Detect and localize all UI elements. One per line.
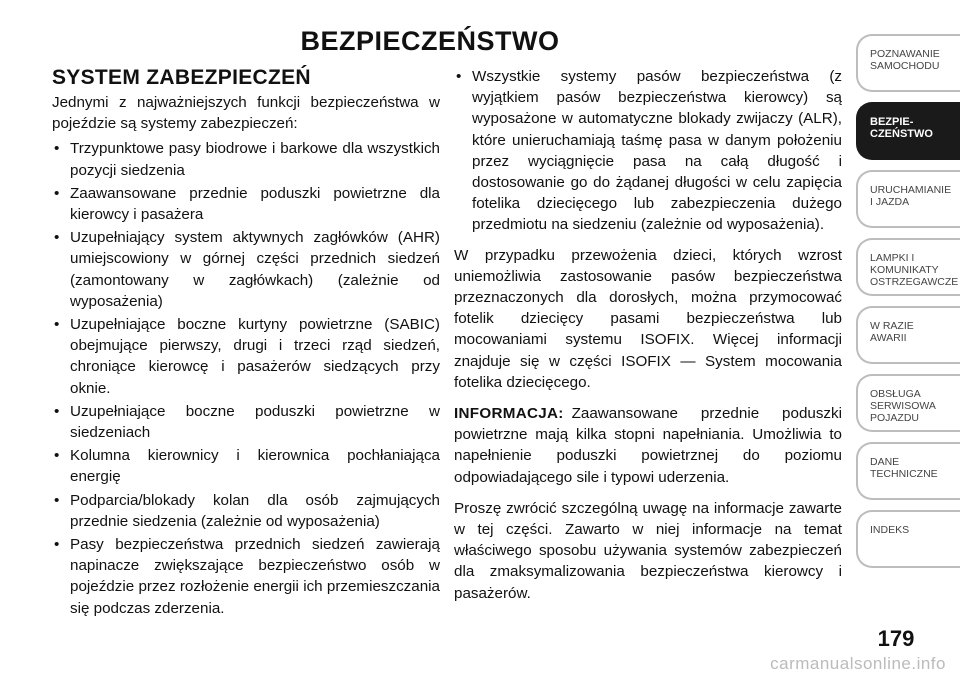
tab-uruchamianie-i-jazda[interactable]: [856, 170, 960, 228]
tab-label: LAMPKI I KOMUNIKATY OSTRZEGAWCZE: [870, 252, 959, 288]
section-title: SYSTEM ZABEZPIECZEŃ: [52, 66, 311, 89]
list-item: • Podparcia/blokady kolan dla osób zajmujących przednie siedzenia (zależnie od wyposażenia): [52, 490, 440, 532]
tab-indeks[interactable]: [856, 510, 960, 568]
note-label: INFORMACJA:: [454, 405, 564, 423]
tab-dane-techniczne[interactable]: [856, 442, 960, 500]
tab-label: INDEKS: [870, 524, 910, 536]
list-item: • Uzupełniające boczne kurtyny powietrzne (SABIC) obejmujące pierwszy, drugi i trzeci rząd siedzeń, chroniące kierowcę i pasażerów siedzących przy oknie.: [52, 314, 440, 399]
tab-label: DANE TECHNICZNE: [870, 456, 938, 480]
child-seat-paragraph: W przypadku przewożenia dzieci, których wzrost uniemożliwia zastosowanie pasów bezpieczeństwa przeznaczonych dla dorosłych, można przymocować fotelik dziecięcy pasami bezpieczeństwa lub mocowaniami systemu ISOFIX. Więcej informacji znajduje się w części ISOFIX — System mocowania fotelika dziecięcego.: [454, 246, 842, 391]
list-item: • Kolumna kierownicy i kierownica pochłaniająca energię: [52, 445, 440, 487]
tab-bezpieczenstwo[interactable]: [856, 102, 960, 160]
tab-label: BEZPIE- CZEŃSTWO: [870, 116, 933, 140]
tab-label: W RAZIE AWARII: [870, 320, 914, 344]
page-title: BEZPIECZEŃSTWO: [300, 26, 560, 56]
chapter-tabs: [856, 34, 960, 578]
seatbelt-list: [454, 66, 842, 236]
watermark: carmanualsonline.info: [770, 654, 946, 673]
list-item: • Pasy bezpieczeństwa przednich siedzeń zawierają napinacze zwiększające bezpieczeństwo osób w pojeździe przez rozłożenie energii ich przemieszczania się podczas zderzenia.: [52, 534, 440, 619]
page-number: 179: [877, 626, 915, 651]
left-column: [52, 66, 440, 621]
tab-obsluga-serwisowa[interactable]: [856, 374, 960, 432]
right-column: [454, 66, 842, 614]
note-text: Zaawansowane przednie poduszki powietrzne mają kilka stopni napełniania. Umożliwia to napełnienie poduszki powietrznej do poziomu odpowiadającego sile i typowi uderzenia.: [454, 405, 842, 486]
tab-label: POZNAWANIE SAMOCHODU: [870, 48, 940, 72]
list-item: • Zaawansowane przednie poduszki powietrzne dla kierowcy i pasażera: [52, 183, 440, 225]
tab-w-razie-awarii[interactable]: [856, 306, 960, 364]
tab-lampki-i-komunikaty[interactable]: [856, 238, 960, 296]
attention-paragraph: Proszę zwrócić szczególną uwagę na informacje zawarte w tej części. Zawarto w niej informacje na temat właściwego sposobu używania systemów zabezpieczeń dla zmaksymalizowania bezpieczeństwa kierowcy i pasażerów.: [454, 499, 842, 602]
tab-label: OBSŁUGA SERWISOWA POJAZDU: [870, 388, 936, 424]
intro-paragraph: Jednymi z najważniejszych funkcji bezpieczeństwa w pojeździe są systemy zabezpieczeń:: [52, 94, 440, 133]
list-item: • Wszystkie systemy pasów bezpieczeństwa (z wyjątkiem pasów bezpieczeństwa kierowcy) są wyposażone w automatyczne blokady zwijaczy (ALR), które unieruchamiają taśmę pasa w danym położeniu przez wyciągnięcie pasa na całą długość i dostosowanie go do żądanej długości w celu zapięcia fotelika dziecięcego lub zabezpieczenia dużego przedmiotu na siedzeniu (zależnie od wyposażenia).: [454, 66, 842, 236]
safety-systems-list: [52, 138, 440, 618]
list-item: • Uzupełniający system aktywnych zagłówków (AHR) umiejscowiony w górnej części przednich siedzeń (zamontowany w zagłówkach) (zależnie od wyposażenia): [52, 227, 440, 312]
tab-poznawanie-samochodu[interactable]: [856, 34, 960, 92]
tab-label: URUCHAMIANIE I JAZDA: [870, 184, 952, 208]
note-paragraph: [454, 403, 842, 488]
list-item: • Uzupełniające boczne poduszki powietrzne w siedzeniach: [52, 401, 440, 443]
list-item: • Trzypunktowe pasy biodrowe i barkowe dla wszystkich pozycji siedzenia: [52, 138, 440, 180]
